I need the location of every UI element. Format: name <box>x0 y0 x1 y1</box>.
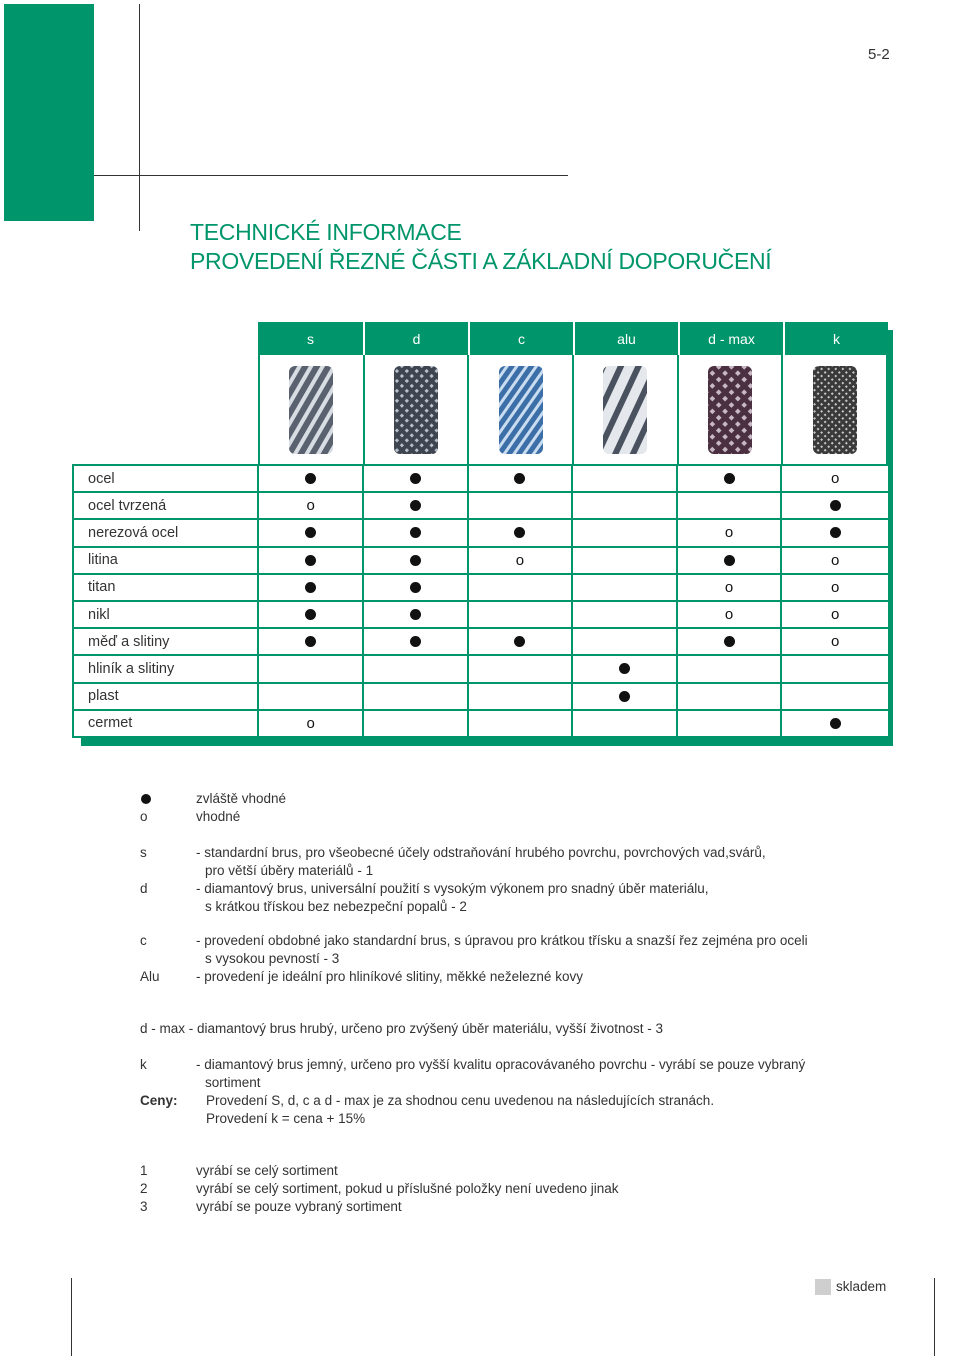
column-header: d <box>363 322 468 355</box>
rating-cell <box>573 548 678 573</box>
column-header: c <box>468 322 573 355</box>
rating-cell <box>573 629 678 654</box>
note-3-text: vyrábí se pouze vybraný sortiment <box>196 1199 402 1214</box>
rating-cell <box>469 466 574 491</box>
legend-s-text: - standardní brus, pro všeobecné účely odstraňování hrubého povrchu, povrchových vad,svárů, <box>196 845 766 860</box>
suitable-mark: o <box>831 633 840 651</box>
burr-image-cell <box>469 355 574 464</box>
especially-suitable-dot <box>410 555 421 566</box>
suitable-mark: o <box>724 606 734 624</box>
especially-suitable-dot <box>619 663 630 674</box>
table-row <box>74 466 888 493</box>
rating-cell <box>782 629 888 654</box>
rating-cell <box>573 711 678 736</box>
burr-dmax-image <box>706 364 754 456</box>
especially-suitable-dot <box>724 636 735 647</box>
rating-cell <box>259 629 364 654</box>
rating-cell <box>782 466 888 491</box>
stock-label: skladem <box>836 1279 887 1294</box>
rating-cell <box>364 466 469 491</box>
rating-cell <box>782 602 888 627</box>
table-row <box>74 548 888 575</box>
legend-dmax-text: d - max - diamantový brus hrubý, určeno pro zvýšený úběr materiálu, vyšší životnost - 3 <box>140 1021 663 1036</box>
especially-suitable-dot <box>305 473 316 484</box>
table-row <box>74 684 888 711</box>
rating-cell <box>469 493 574 518</box>
burr-s-image <box>287 364 335 456</box>
especially-suitable-dot <box>410 527 421 538</box>
top-horizontal-rule <box>94 175 568 176</box>
suitable-mark: o <box>831 551 840 569</box>
rating-cell <box>469 602 574 627</box>
rating-cell <box>782 684 888 709</box>
material-name: cermet <box>74 711 259 736</box>
table-row <box>74 493 888 520</box>
prices-text: Provedení S, d, c a d - max je za shodnou cenu uvedenou na následujících stranách. <box>206 1093 715 1108</box>
especially-suitable-dot <box>830 500 841 511</box>
material-name: titan <box>74 575 259 600</box>
rating-cell <box>678 548 783 573</box>
legend-c-key: c <box>140 933 147 948</box>
suitable-mark: o <box>831 606 840 624</box>
burr-image-row <box>258 355 888 464</box>
burr-k-image <box>811 364 859 456</box>
rating-cell <box>469 548 574 573</box>
corner-accent-block <box>4 4 94 221</box>
rating-cell <box>469 520 574 545</box>
suitable-mark: o <box>724 524 734 542</box>
legend-d-text: - diamantový brus, universální použití s vysokým výkonem pro snadný úběr materiálu, <box>196 881 709 896</box>
material-name: ocel tvrzená <box>74 493 259 518</box>
legend-k-text-cont: sortiment <box>205 1075 261 1090</box>
prices-key: Ceny: <box>140 1093 178 1108</box>
table-row <box>74 520 888 547</box>
rating-cell <box>678 656 783 681</box>
suitable-mark: o <box>306 714 315 732</box>
especially-suitable-dot <box>830 718 841 729</box>
rating-cell <box>259 493 364 518</box>
rating-cell <box>678 629 783 654</box>
rating-cell <box>782 656 888 681</box>
especially-suitable-dot <box>724 473 735 484</box>
rating-cell <box>678 520 783 545</box>
rating-cell <box>782 575 888 600</box>
rating-cell <box>573 575 678 600</box>
table-row <box>74 629 888 656</box>
rating-cell <box>573 493 678 518</box>
material-name: ocel <box>74 466 259 491</box>
legend-dot-label: zvláště vhodné <box>196 791 287 806</box>
table-row <box>74 656 888 683</box>
rating-cell <box>364 629 469 654</box>
legend-alu-key: Alu <box>140 969 160 984</box>
burr-image-cell <box>260 355 365 464</box>
burr-image-cell <box>574 355 679 464</box>
especially-suitable-dot <box>305 527 316 538</box>
rating-cell <box>469 656 574 681</box>
legend-dot-symbol <box>141 794 151 804</box>
rating-cell <box>469 711 574 736</box>
especially-suitable-dot <box>830 527 841 538</box>
rating-cell <box>469 684 574 709</box>
suitable-mark: o <box>515 551 525 569</box>
rating-cell <box>259 602 364 627</box>
especially-suitable-dot <box>514 473 525 484</box>
rating-cell <box>678 575 783 600</box>
rating-cell <box>573 656 678 681</box>
rating-cell <box>678 711 783 736</box>
material-name: hliník a slitiny <box>74 656 259 681</box>
rating-cell <box>364 684 469 709</box>
rating-cell <box>573 602 678 627</box>
rating-cell <box>782 520 888 545</box>
legend-s-text-cont: pro větší úběry materiálů - 1 <box>205 863 374 878</box>
rating-cell <box>364 711 469 736</box>
bottom-vertical-rule-left <box>71 1278 72 1356</box>
rating-cell <box>678 466 783 491</box>
table-header-row <box>258 322 888 355</box>
material-name: nerezová ocel <box>74 520 259 545</box>
legend-d-key: d <box>140 881 148 896</box>
page-title: TECHNICKÉ INFORMACE <box>190 219 462 245</box>
note-3-key: 3 <box>140 1199 148 1214</box>
note-1-key: 1 <box>140 1163 148 1178</box>
legend-circle-symbol: o <box>140 809 148 824</box>
especially-suitable-dot <box>305 609 316 620</box>
note-2-text: vyrábí se celý sortiment, pokud u příslušné položky není uvedeno jinak <box>196 1181 619 1196</box>
material-name: litina <box>74 548 259 573</box>
column-header: k <box>783 322 888 355</box>
rating-cell <box>259 548 364 573</box>
burr-image-cell <box>365 355 470 464</box>
especially-suitable-dot <box>410 582 421 593</box>
especially-suitable-dot <box>410 500 421 511</box>
table-row <box>74 575 888 602</box>
legend-alu-text: - provedení je ideální pro hliníkové slitiny, měkké neželezné kovy <box>196 969 583 984</box>
rating-cell <box>259 711 364 736</box>
material-name: měď a slitiny <box>74 629 259 654</box>
rating-cell <box>573 684 678 709</box>
rating-cell <box>259 466 364 491</box>
material-table <box>72 464 888 738</box>
legend-k-key: k <box>140 1057 147 1072</box>
rating-cell <box>573 466 678 491</box>
rating-cell <box>259 520 364 545</box>
suitable-mark: o <box>831 470 840 488</box>
rating-cell <box>678 493 783 518</box>
page-subtitle: PROVEDENÍ ŘEZNÉ ČÁSTI A ZÁKLADNÍ DOPORUČENÍ <box>190 248 772 274</box>
burr-image-cell <box>783 355 888 464</box>
especially-suitable-dot <box>305 555 316 566</box>
rating-cell <box>678 602 783 627</box>
rating-cell <box>259 656 364 681</box>
especially-suitable-dot <box>724 555 735 566</box>
stock-swatch <box>815 1279 831 1295</box>
rating-cell <box>573 520 678 545</box>
rating-cell <box>364 520 469 545</box>
rating-cell <box>364 548 469 573</box>
rating-cell <box>259 684 364 709</box>
especially-suitable-dot <box>305 636 316 647</box>
legend-circle-label: vhodné <box>196 809 241 824</box>
rating-cell <box>469 629 574 654</box>
rating-cell <box>678 684 783 709</box>
rating-cell <box>469 575 574 600</box>
table-row <box>74 602 888 629</box>
legend-d-text-cont: s krátkou třískou bez nebezpeční popalů - 2 <box>205 899 467 914</box>
material-name: nikl <box>74 602 259 627</box>
page-number: 5-2 <box>868 46 890 63</box>
legend-c-text-cont: s vysokou pevností - 3 <box>205 951 340 966</box>
rating-cell <box>782 548 888 573</box>
column-header: d - max <box>678 322 783 355</box>
legend-s-key: s <box>140 845 147 860</box>
rating-cell <box>364 602 469 627</box>
table-row <box>74 711 888 738</box>
rating-cell <box>364 575 469 600</box>
suitable-mark: o <box>724 578 734 596</box>
especially-suitable-dot <box>514 527 525 538</box>
rating-cell <box>782 711 888 736</box>
column-header: alu <box>573 322 678 355</box>
burr-alu-image <box>601 364 649 456</box>
note-2-key: 2 <box>140 1181 148 1196</box>
legend-c-text: - provedení obdobné jako standardní brus, s úpravou pro krátkou třísku a snazší řez zejména pro oceli <box>196 933 808 948</box>
top-vertical-rule <box>139 4 140 231</box>
burr-c-image <box>497 364 545 456</box>
suitable-mark: o <box>831 578 840 596</box>
material-name: plast <box>74 684 259 709</box>
especially-suitable-dot <box>514 636 525 647</box>
especially-suitable-dot <box>619 691 630 702</box>
especially-suitable-dot <box>305 582 316 593</box>
legend-k-text: - diamantový brus jemný, určeno pro vyšší kvalitu opracovávaného povrchu - vyrábí se pouze vybraný <box>196 1057 806 1072</box>
rating-cell <box>364 493 469 518</box>
especially-suitable-dot <box>410 636 421 647</box>
note-1-text: vyrábí se celý sortiment <box>196 1163 338 1178</box>
rating-cell <box>259 575 364 600</box>
prices-text-cont: Provedení k = cena + 15% <box>206 1111 366 1126</box>
burr-d-image <box>392 364 440 456</box>
suitable-mark: o <box>306 497 315 515</box>
rating-cell <box>782 493 888 518</box>
especially-suitable-dot <box>410 473 421 484</box>
bottom-vertical-rule-right <box>934 1278 935 1356</box>
column-header: s <box>307 330 314 347</box>
burr-image-cell <box>679 355 784 464</box>
especially-suitable-dot <box>410 609 421 620</box>
rating-cell <box>364 656 469 681</box>
